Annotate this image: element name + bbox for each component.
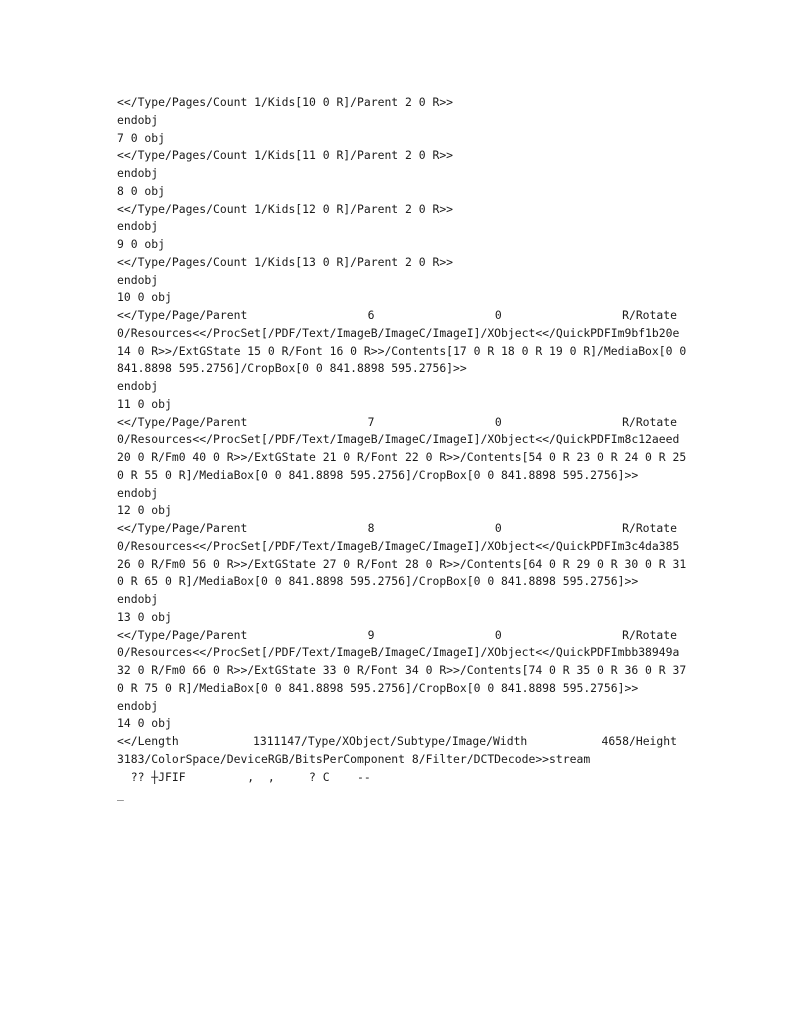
- code-line-segment: <</Type/Page/Parent: [117, 521, 248, 535]
- code-line-segment: <</Type/Page/Parent: [117, 308, 248, 322]
- code-line: [117, 414, 677, 432]
- code-line: endobj: [117, 272, 159, 287]
- code-line: 9 0 obj: [117, 237, 166, 251]
- code-line-segment: R/Rotate: [622, 308, 677, 322]
- code-line: endobj: [117, 379, 159, 393]
- code-line: [117, 733, 677, 751]
- code-line-segment: R/Rotate: [622, 521, 677, 535]
- code-line-segment: 8: [367, 521, 375, 535]
- code-line: [117, 520, 677, 538]
- code-line: [117, 307, 677, 325]
- code-line: endobj: [117, 485, 159, 500]
- code-line-segment: <</Length: [117, 734, 179, 748]
- code-line: 0/Resources<</ProcSet[/PDF/Text/ImageB/ImageC/ImageI]/XObject<</QuickPDFIm8c12aeed: [117, 432, 680, 447]
- code-line: endobj: [117, 698, 159, 713]
- code-line: ?? ┼JFIF , , ? C --: [117, 769, 371, 784]
- code-line-segment: 0: [494, 521, 502, 535]
- code-line: 32 0 R/Fm0 66 0 R>>/ExtGState 33 0 R/Font 34 0 R>>/Contents[74 0 R 35 0 R 36 0 R 37: [117, 663, 687, 677]
- code-line-segment: <</Type/Page/Parent: [117, 414, 248, 429]
- code-line-segment: 0: [494, 627, 502, 642]
- code-line: endobj: [117, 112, 159, 127]
- code-line: 0/Resources<</ProcSet[/PDF/Text/ImageB/ImageC/ImageI]/XObject<</QuickPDFIm9bf1b20e: [117, 325, 680, 340]
- code-line: 13 0 obj: [117, 609, 172, 624]
- code-line-segment: 0: [494, 308, 502, 322]
- code-line-segment: 7: [367, 414, 375, 429]
- code-line: 0 R 75 0 R]/MediaBox[0 0 841.8898 595.2756]/CropBox[0 0 841.8898 595.2756]>>: [117, 680, 639, 695]
- code-line: _: [117, 787, 124, 802]
- code-line: 0 R 65 0 R]/MediaBox[0 0 841.8898 595.2756]/CropBox[0 0 841.8898 595.2756]>>: [117, 574, 639, 589]
- code-line: 3183/ColorSpace/DeviceRGB/BitsPerComponent 8/Filter/DCTDecode>>stream: [117, 751, 591, 766]
- code-line-segment: 1311147/Type/XObject/Subtype/Image/Width: [252, 734, 528, 748]
- code-line: 0/Resources<</ProcSet[/PDF/Text/ImageB/ImageC/ImageI]/XObject<</QuickPDFIm3c4da385: [117, 538, 680, 553]
- code-line: 14 0 obj: [117, 716, 172, 731]
- code-line: 8 0 obj: [117, 183, 166, 198]
- code-line-segment: 6: [367, 308, 375, 322]
- code-line: 14 0 R>>/ExtGState 15 0 R/Font 16 0 R>>/Contents[17 0 R 18 0 R 19 0 R]/MediaBox[0 0: [117, 343, 687, 358]
- code-line: 841.8898 595.2756]/CropBox[0 0 841.8898 595.2756]>>: [117, 361, 467, 376]
- code-line-segment: 9: [367, 627, 375, 642]
- code-line: 20 0 R/Fm0 40 0 R>>/ExtGState 21 0 R/Font 22 0 R>>/Contents[54 0 R 23 0 R 24 0 R 25: [117, 450, 687, 464]
- code-line: 10 0 obj: [117, 290, 172, 305]
- code-line: 7 0 obj: [117, 130, 166, 145]
- code-line: [117, 627, 677, 645]
- code-line: 26 0 R/Fm0 56 0 R>>/ExtGState 27 0 R/Font 28 0 R>>/Contents[64 0 R 29 0 R 30 0 R 31: [117, 556, 687, 571]
- code-line: <</Type/Pages/Count 1/Kids[13 0 R]/Parent 2 0 R>>: [117, 254, 454, 269]
- pdf-source-listing: [117, 94, 687, 804]
- code-line-segment: <</Type/Page/Parent: [117, 627, 248, 642]
- code-line: 0/Resources<</ProcSet[/PDF/Text/ImageB/ImageC/ImageI]/XObject<</QuickPDFImbb38949a: [117, 645, 680, 660]
- code-line: endobj: [117, 166, 159, 180]
- code-line: 11 0 obj: [117, 396, 172, 411]
- code-line: <</Type/Pages/Count 1/Kids[12 0 R]/Parent 2 0 R>>: [117, 201, 454, 216]
- code-line: <</Type/Pages/Count 1/Kids[10 0 R]/Parent 2 0 R>>: [117, 95, 454, 109]
- code-line: endobj: [117, 219, 159, 234]
- code-line: 0 R 55 0 R]/MediaBox[0 0 841.8898 595.2756]/CropBox[0 0 841.8898 595.2756]>>: [117, 467, 639, 482]
- code-line-segment: 4658/Height: [601, 734, 677, 748]
- code-line: endobj: [117, 592, 159, 606]
- code-line: <</Type/Pages/Count 1/Kids[11 0 R]/Parent 2 0 R>>: [117, 148, 454, 163]
- code-line-segment: 0: [494, 414, 502, 429]
- code-line-segment: R/Rotate: [622, 627, 677, 642]
- code-line-segment: R/Rotate: [622, 414, 677, 429]
- code-line: 12 0 obj: [117, 503, 172, 518]
